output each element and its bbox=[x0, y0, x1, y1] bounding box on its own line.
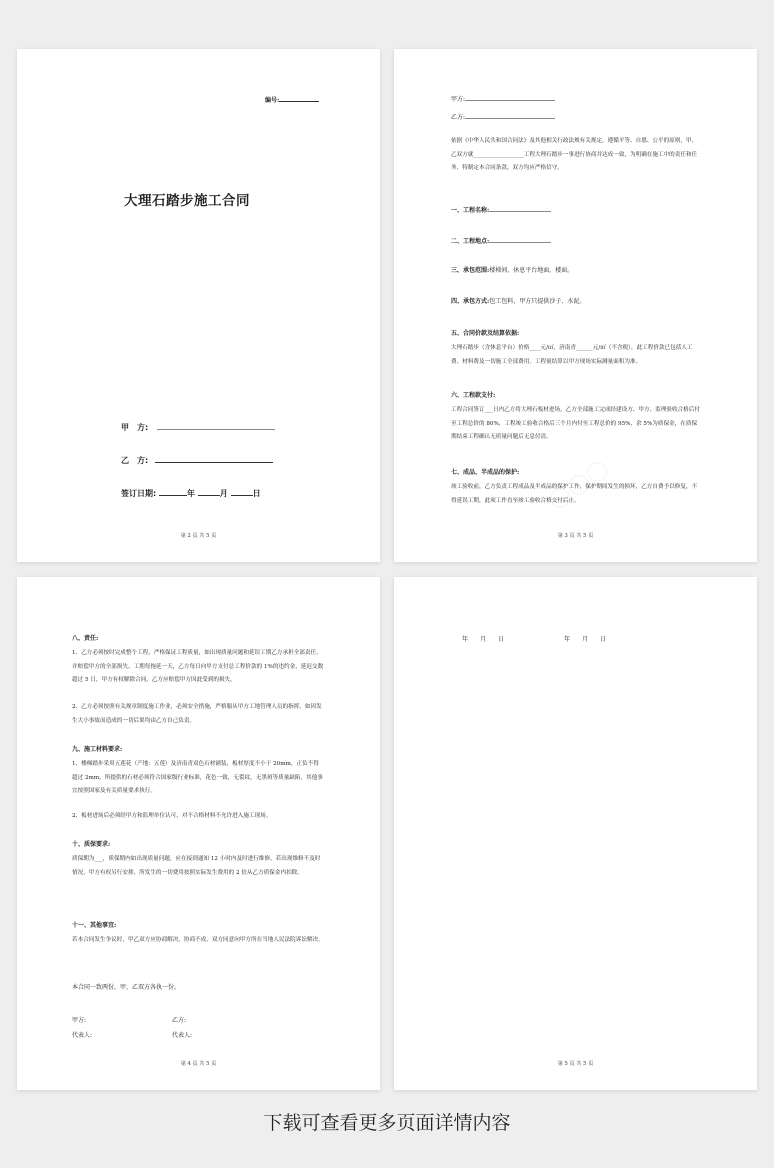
section-9-heading: 九、施工材料要求: bbox=[72, 746, 123, 753]
party-a-label: 甲 方: bbox=[121, 423, 149, 432]
section-11-heading: 十一、其他事宜: bbox=[72, 922, 117, 929]
section-6-text: 工程合同签订___日内乙方将大理石板材进场，乙方全部施工完成经建设方、甲方、监理验收合格后付至工程总价的 80%，工程竣工验收合格后三个月内付至工程总价的 95%，余 5%为质保金，在质保期结束工程确认无质量问题后无息付清。 bbox=[451, 407, 700, 440]
section-4-heading: 四、承包方式: bbox=[451, 298, 490, 305]
party-b-label: 乙方: bbox=[451, 114, 466, 121]
section-9-text-1: 1、楼梯踏步采用五莲花（产地：五莲）及济南青双色石材铺装，板材厚度不小于 20mm，正负不得超过 2mm。所提供的石材必须符合国家级行业标准，花色一致，无裂纹，无黑斑等质量缺陷，其他事宜按照国家及有关质量要求执行。 bbox=[72, 761, 323, 794]
intro-paragraph: 依据《中华人民共和国合同法》及其他相关行政法规有关规定，遵循平等、自愿、公平的原则，甲、乙双方就__________________工程大理石踏步一事进行协商并达成一致，为明确在施工中的责任和任务，特制定本合同条款，双方均应严格信守。 bbox=[451, 138, 698, 171]
section-3 bbox=[451, 267, 573, 275]
section-8-heading: 八、责任: bbox=[72, 635, 99, 642]
copies-note: 本合同一致两份，甲、乙双方各执一份。 bbox=[72, 984, 181, 991]
section-2-heading: 二、工程地点: bbox=[451, 238, 490, 245]
party-b-label: 乙 方: bbox=[121, 456, 149, 465]
section-6-heading: 六、工程款支付: bbox=[451, 392, 496, 399]
section-8-text-1: 1、乙方必须按时完成整个工程，严格保证工程质量，如出现质量问题和延误工期乙方承担全部责任，并赔偿甲方的全部损失。工期每拖延一天，乙方每日向甲方支付总工程价款的 1%的违约金，延迟交数超过 5 日，甲方有权解除合同，乙方应赔偿甲方因此受到的损失。 bbox=[72, 650, 324, 683]
month-label: 月 bbox=[219, 489, 228, 498]
day-blank bbox=[231, 488, 253, 496]
section-4 bbox=[451, 298, 585, 306]
year-label: 年 bbox=[187, 489, 195, 498]
party-b-blank bbox=[465, 111, 555, 119]
party-a-label: 甲方: bbox=[451, 96, 466, 103]
contract-title: 大理石踏步施工合同 bbox=[124, 193, 250, 209]
section-7-heading: 七、成品、半成品的保护: bbox=[451, 469, 520, 476]
section-2-blank bbox=[489, 235, 551, 243]
date-left: 年 月 日 bbox=[462, 636, 505, 643]
section-9-text-2: 2、板材进场后必须经甲方和监理单位认可，对不合格材料不允许进入施工现场。 bbox=[72, 813, 272, 819]
contract-page-4 bbox=[17, 577, 380, 1090]
section-1 bbox=[451, 204, 551, 215]
section-2 bbox=[451, 235, 551, 246]
page-footer: 第 4 页 共 5 页 bbox=[180, 1061, 217, 1067]
page-footer: 第 2 页 共 5 页 bbox=[180, 533, 217, 539]
rep-party-a: 代表人: bbox=[72, 1032, 93, 1039]
section-3-heading: 三、承包范围: bbox=[451, 267, 490, 274]
section-8-text-2: 2、乙方必须按照有关规章制度施工作业，必须安全措施，严格服从甲方工地管理人员的指挥，如因发生大小事故而造成的一切后果均由乙方自己负责。 bbox=[72, 704, 322, 724]
party-a-line bbox=[121, 422, 275, 433]
contract-number-label: 编号: bbox=[265, 97, 280, 104]
party-a-row bbox=[451, 93, 555, 104]
year-blank bbox=[159, 488, 187, 496]
contract-page-cover bbox=[17, 49, 380, 562]
section-5-heading: 五、合同价款及结算依据: bbox=[451, 330, 520, 337]
section-5-text: 大理石踏步（含休息平台）价格____元/㎡，济南青______元/㎡（不含税），此工程价款已包括人工费、材料费及一切施工全部费用。工程量结算以甲方现场实际测量面积为准。 bbox=[451, 345, 693, 365]
section-4-text: 包工包料，甲方只提供沙子、水泥。 bbox=[489, 298, 586, 305]
sign-party-a: 甲方: bbox=[72, 1017, 87, 1024]
party-a-blank bbox=[157, 422, 275, 430]
rep-party-b: 代表人: bbox=[172, 1032, 193, 1039]
day-label: 日 bbox=[252, 489, 261, 498]
sign-date-label: 签订日期: bbox=[121, 489, 157, 498]
contract-page-3 bbox=[394, 49, 757, 562]
month-blank bbox=[198, 488, 220, 496]
date-right: 年 月 日 bbox=[564, 636, 607, 643]
party-b-line bbox=[121, 455, 273, 466]
section-1-blank bbox=[489, 204, 551, 212]
contract-number-blank bbox=[279, 94, 319, 102]
section-7-text: 竣工验收前，乙方负责工程成品及半成品的保护工作，保护期间发生的损坏，乙方自费予以修复，不得延误工期，此项工作直至竣工验收合格交付后止。 bbox=[451, 484, 698, 504]
section-10-heading: 十、质保要求: bbox=[72, 841, 111, 848]
download-caption: 下载可查看更多页面详情内容 bbox=[263, 1112, 511, 1134]
sign-date-line bbox=[121, 488, 261, 499]
section-3-text: 楼梯间、休息平台地面、楼面。 bbox=[489, 267, 574, 274]
contract-number-field bbox=[265, 94, 319, 105]
party-b-blank bbox=[155, 455, 273, 463]
page-footer: 第 5 页 共 5 页 bbox=[557, 1061, 594, 1067]
page-footer: 第 3 页 共 5 页 bbox=[557, 533, 594, 539]
party-a-blank bbox=[465, 93, 555, 101]
section-10-text: 质保期为___，质保期内如出现质量问题，应在接到通知 12 小时内及时进行维修，若出现维修不及时情况，甲方有权另行安排，所发生的一切费用按照实际发生费用的 2 倍从乙方质保金内扣除。 bbox=[72, 856, 321, 876]
section-1-heading: 一、工程名称: bbox=[451, 207, 490, 214]
party-b-row bbox=[451, 111, 555, 122]
sign-party-b: 乙方: bbox=[172, 1017, 187, 1024]
contract-page-5 bbox=[394, 577, 757, 1090]
section-11-text: 若本合同发生争议时，甲乙双方应协商解决，协商不成，双方同意向甲方所在当地人民法院诉讼解决。 bbox=[72, 937, 324, 943]
